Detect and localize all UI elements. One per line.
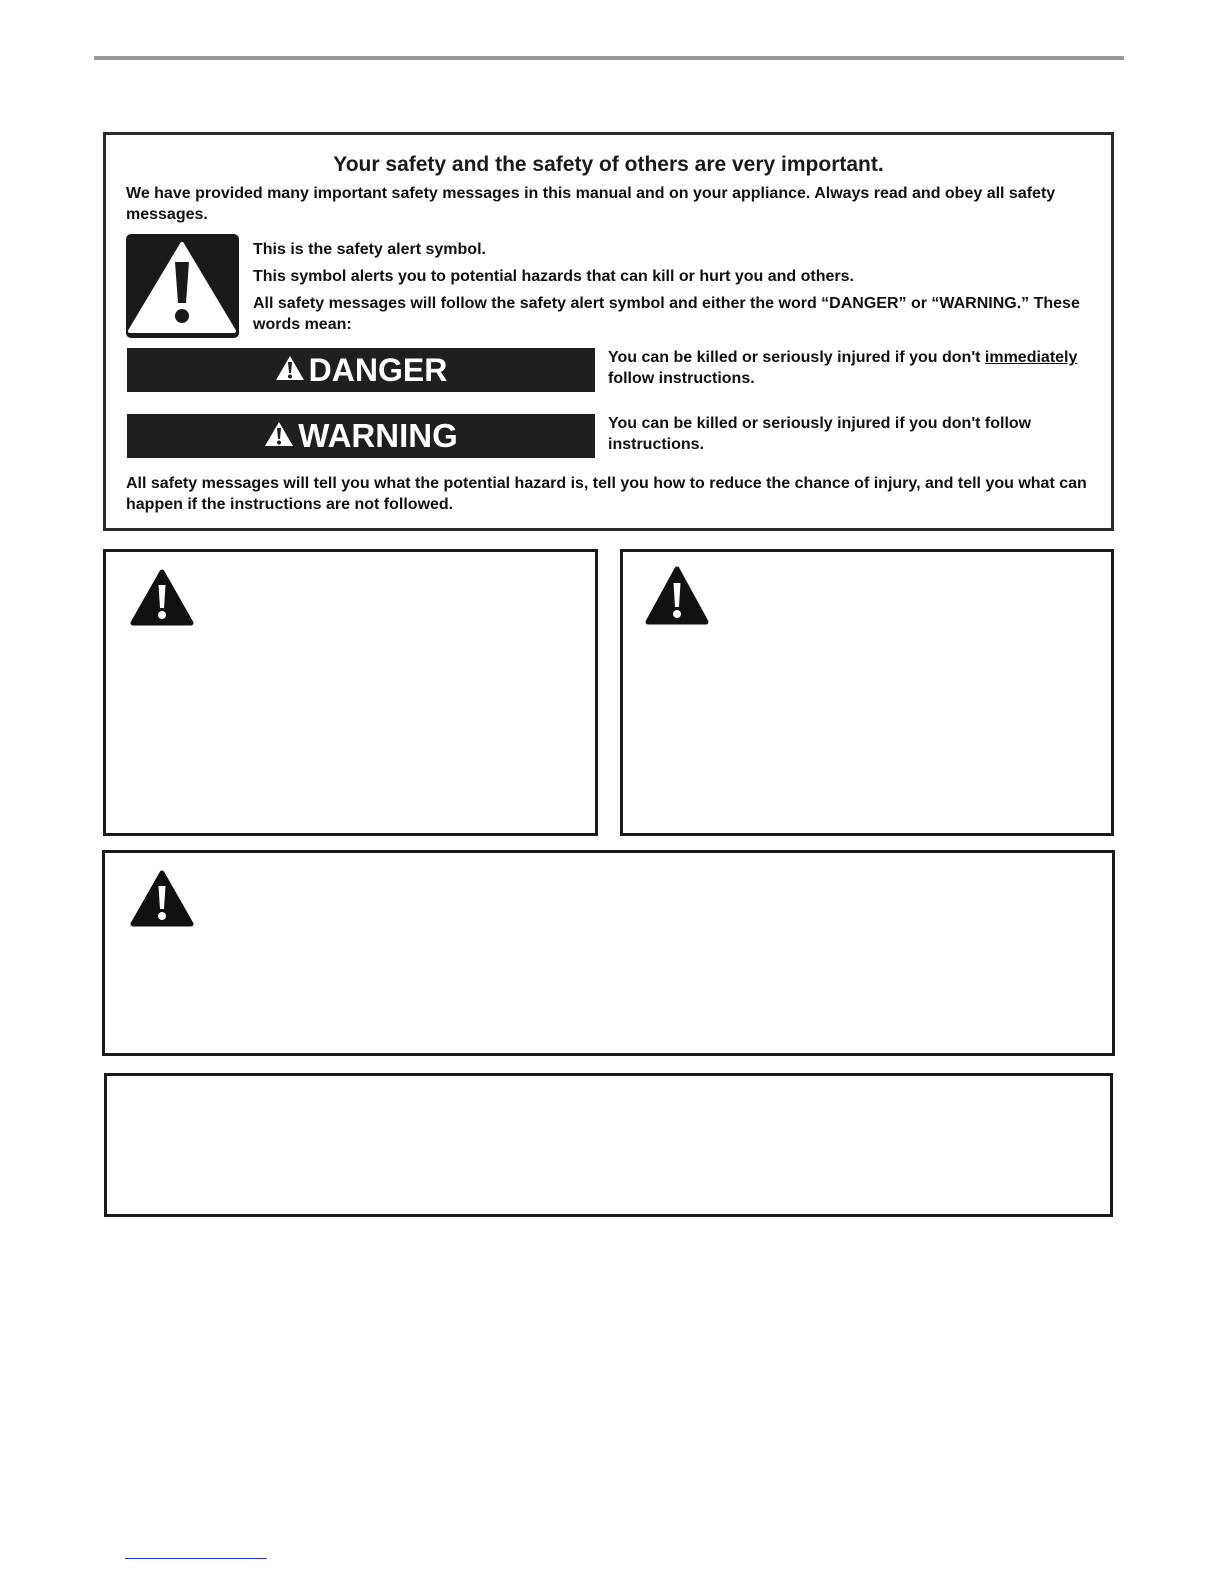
warning-triangle-icon bbox=[130, 569, 194, 627]
symbol-description-3: All safety messages will follow the safety alert symbol and either the word “DANGER” or “WARNING.” These words mean: bbox=[253, 295, 1080, 333]
warning-panel-right bbox=[620, 549, 1114, 836]
danger-desc-after: follow instructions. bbox=[608, 370, 755, 387]
warning-label: WARNING bbox=[298, 417, 458, 454]
danger-label: DANGER bbox=[308, 351, 448, 388]
symbol-description-2: This symbol alerts you to potential hazards that can kill or hurt you and others. bbox=[253, 268, 854, 285]
warning-panel-left bbox=[103, 549, 598, 836]
warning-triangle-icon bbox=[126, 234, 239, 338]
notice-panel bbox=[104, 1073, 1113, 1217]
safety-intro: We have provided many important safety messages in this manual and on your appliance. Always read and obey all safety messages. bbox=[126, 185, 1056, 223]
warning-triangle-icon bbox=[130, 870, 194, 928]
header-rule bbox=[94, 56, 1124, 60]
warning-description: You can be killed or seriously injured if you don't follow instructions. bbox=[608, 415, 1032, 453]
warning-signal-bar bbox=[127, 414, 595, 458]
safety-heading: Your safety and the safety of others are very important. bbox=[333, 153, 884, 176]
warning-triangle-icon bbox=[645, 566, 709, 626]
symbol-description-1: This is the safety alert symbol. bbox=[253, 241, 486, 258]
danger-description bbox=[608, 347, 1108, 389]
danger-desc-before: You can be killed or seriously injured if you don't bbox=[608, 349, 985, 366]
danger-desc-emphasis: immediately bbox=[984, 349, 1078, 366]
safety-information-box bbox=[103, 132, 1114, 531]
footer-link-rule bbox=[125, 1558, 267, 1559]
safety-closing: All safety messages will tell you what the potential hazard is, tell you how to reduce the chance of injury, and tell you what can happen if the instructions are not followed. bbox=[126, 475, 1087, 513]
warning-alert-icon bbox=[264, 417, 294, 455]
danger-signal-bar bbox=[127, 348, 595, 392]
warning-panel-wide bbox=[102, 850, 1115, 1056]
safety-alert-symbol bbox=[126, 234, 239, 338]
danger-alert-icon bbox=[275, 352, 305, 389]
